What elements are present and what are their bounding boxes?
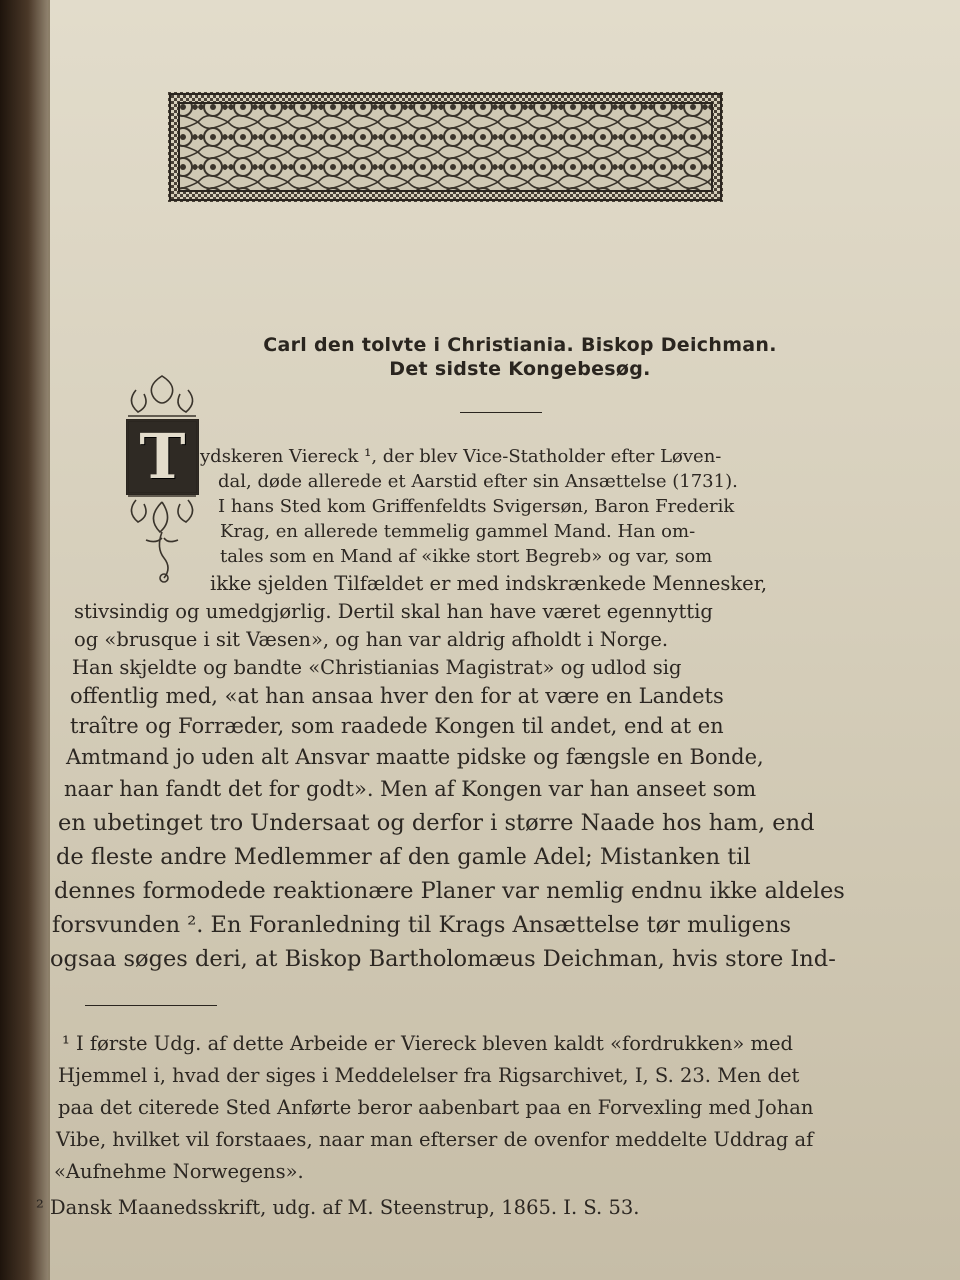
body-line: og «brusque i sit Væsen», og han var aldrig afholdt i Norge. xyxy=(74,628,669,651)
footnote-line: «Aufnehme Norwegens». xyxy=(54,1160,304,1183)
drop-cap-letter: T xyxy=(139,420,186,493)
body-line: ogsaa søges deri, at Biskop Bartholomæus Deichman, hvis store Ind- xyxy=(50,946,836,972)
body-line: traître og Forræder, som raadede Kongen til andet, end at en xyxy=(70,714,724,738)
body-line: forsvunden ². En Foranledning til Krags Ansættelse tør muligens xyxy=(52,912,792,938)
body-line: en ubetinget tro Undersaat og derfor i større Naade hos ham, end xyxy=(58,810,815,836)
book-page xyxy=(36,0,960,1280)
body-line: Han skjeldte og bandte «Christianias Magistrat» og udlod sig xyxy=(72,656,682,679)
footnote-line: Hjemmel i, hvad der siges i Meddelelser fra Rigsarchivet, I, S. 23. Men det xyxy=(58,1064,800,1087)
footnote-divider xyxy=(85,1005,217,1006)
footnote-line: ¹ I første Udg. af dette Arbeide er Viereck bleven kaldt «fordrukken» med xyxy=(62,1032,794,1055)
body-line: tales som en Mand af «ikke stort Begreb» og var, som xyxy=(220,546,713,567)
chapter-heading-line-2: Det sidste Kongebesøg. xyxy=(389,358,651,380)
body-line: offentlig med, «at han ansaa hver den for at være en Landets xyxy=(70,684,724,708)
body-line: naar han fandt det for godt». Men af Kongen var han anseet som xyxy=(64,777,757,801)
body-line: de fleste andre Medlemmer af den gamle Adel; Mistanken til xyxy=(56,844,751,870)
heading-divider xyxy=(460,412,542,413)
body-line: stivsindig og umedgjørlig. Dertil skal han have været egennyttig xyxy=(74,600,713,623)
footnote-line: ² Dansk Maanedsskrift, udg. af M. Steenstrup, 1865. I. S. 53. xyxy=(36,1196,640,1219)
drop-cap xyxy=(116,372,208,587)
body-line: dennes formodede reaktionære Planer var nemlig endnu ikke aldeles xyxy=(54,878,845,904)
body-line: ydskeren Viereck ¹, der blev Vice-Statholder efter Løven- xyxy=(200,446,722,467)
body-line: dal, døde allerede et Aarstid efter sin Ansættelse (1731). xyxy=(218,471,738,492)
decorative-header-ornament xyxy=(168,92,723,202)
footnote-line: paa det citerede Sted Anførte beror aabenbart paa en Forvexling med Johan xyxy=(58,1096,814,1119)
footnote-line: Vibe, hvilket vil forstaaes, naar man efterser de ovenfor meddelte Uddrag af xyxy=(56,1128,814,1151)
body-line: Krag, en allerede temmelig gammel Mand. Han om- xyxy=(220,521,696,542)
drop-cap-box xyxy=(126,419,199,495)
body-line: Amtmand jo uden alt Ansvar maatte pidske og fængsle en Bonde, xyxy=(66,745,764,769)
chapter-heading xyxy=(180,333,860,381)
body-line: I hans Sted kom Griffenfeldts Svigersøn, Baron Frederik xyxy=(218,496,735,517)
body-line: ikke sjelden Tilfældet er med indskrænkede Mennesker, xyxy=(210,572,768,595)
chapter-heading-line-1: Carl den tolvte i Christiania. Biskop Deichman. xyxy=(263,334,777,356)
